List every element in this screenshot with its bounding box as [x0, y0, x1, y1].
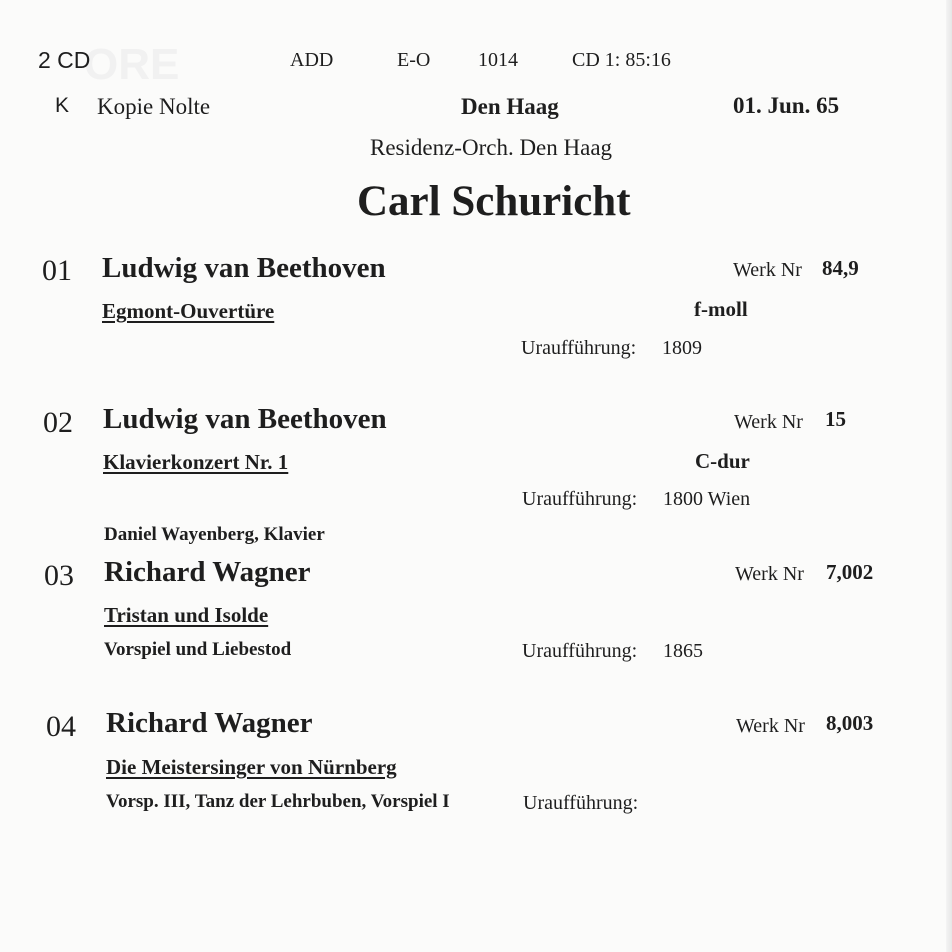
track-number: 01: [42, 254, 72, 287]
work-subtitle: Vorspiel und Liebestod: [104, 639, 292, 660]
copy-source: Kopie Nolte: [97, 94, 211, 119]
premiere-label: Uraufführung:: [522, 488, 638, 510]
werk-number: 8,003: [826, 711, 874, 735]
track-number: 04: [46, 710, 76, 743]
premiere-year: 1865: [663, 640, 703, 662]
soloist: Daniel Wayenberg, Klavier: [104, 524, 325, 545]
composer: Richard Wagner: [106, 707, 313, 739]
premiere-label: Uraufführung:: [523, 792, 639, 814]
location: Den Haag: [461, 94, 559, 119]
premiere-label: Uraufführung:: [521, 337, 637, 359]
werk-number: 7,002: [826, 560, 874, 584]
composer: Richard Wagner: [104, 556, 311, 588]
werk-label: Werk Nr: [736, 715, 805, 737]
track-number: 02: [43, 406, 73, 439]
recording-type: ADD: [290, 49, 334, 71]
key: f-moll: [694, 297, 748, 321]
copy-marker: K: [55, 94, 70, 117]
werk-label: Werk Nr: [733, 259, 802, 281]
work-title: Egmont-Ouvertüre: [102, 299, 275, 323]
conductor: Carl Schuricht: [357, 178, 631, 225]
label-code: E-O: [397, 49, 431, 71]
card-edge: [946, 0, 952, 952]
werk-label: Werk Nr: [734, 411, 803, 433]
composer: Ludwig van Beethoven: [102, 252, 386, 284]
premiere-year: 1809: [662, 337, 702, 359]
header-watermark: ORE: [84, 40, 180, 89]
recording-date: 01. Jun. 65: [733, 93, 840, 118]
werk-label: Werk Nr: [735, 563, 804, 585]
work-title: Die Meistersinger von Nürnberg: [106, 755, 397, 779]
werk-number: 15: [825, 407, 846, 431]
key: C-dur: [695, 449, 750, 473]
premiere-year-place: 1800 Wien: [663, 488, 751, 510]
catalog-number: 1014: [478, 49, 518, 71]
cd-count: 2 CD: [38, 47, 91, 73]
composer: Ludwig van Beethoven: [103, 403, 387, 435]
orchestra: Residenz-Orch. Den Haag: [370, 135, 613, 160]
premiere-label: Uraufführung:: [522, 640, 638, 662]
werk-number: 84,9: [822, 256, 859, 280]
work-title: Tristan und Isolde: [104, 603, 269, 627]
work-title: Klavierkonzert Nr. 1: [103, 450, 289, 474]
cd-duration: CD 1: 85:16: [572, 49, 671, 71]
work-subtitle: Vorsp. III, Tanz der Lehrbuben, Vorspiel I: [106, 791, 450, 812]
track-number: 03: [44, 559, 74, 592]
